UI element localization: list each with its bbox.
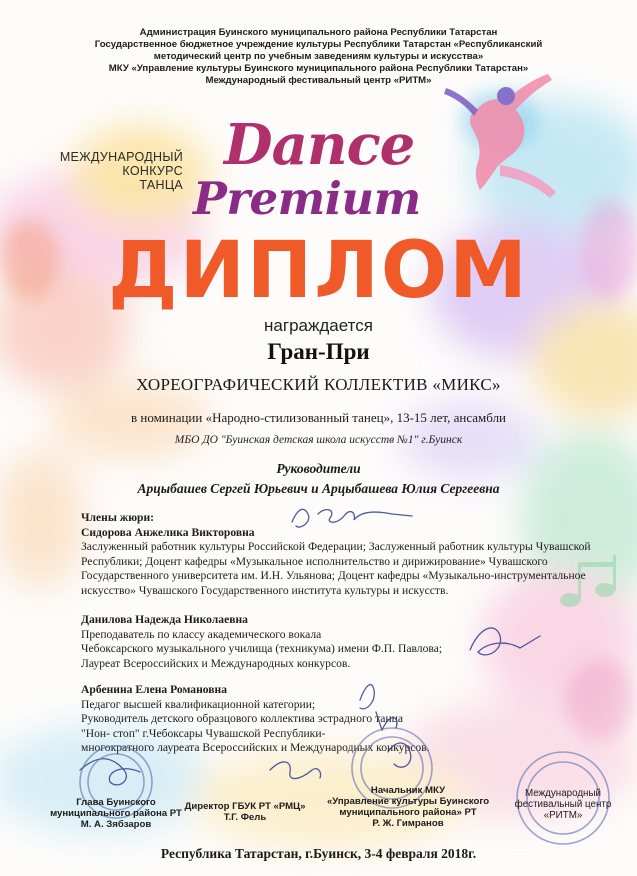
jury-member-line: Заслуженный работник культуры Российской Федерации; Заслуженный работник культуры Чувашской	[81, 540, 591, 554]
logo-dance: Dance	[224, 112, 415, 178]
header-line-3: методический центр по учебным заведениям культуры и искусства»	[153, 51, 484, 62]
leaders-names: Арцыбашев Сергей Юрьевич и Арцыбашева Юлия Сергеевна	[137, 481, 500, 496]
collective-name: ХОРЕОГРАФИЧЕСКИЙ КОЛЛЕКТИВ «МИКС»	[136, 375, 501, 394]
contest-label-line-2: КОНКУРС	[122, 164, 183, 178]
school-name: МБО ДО "Буинская детская школа искусств №1" г.Буинск	[174, 434, 463, 446]
signature-name: М. А. Зябзаров	[80, 819, 152, 830]
signature-name: Р. Ж. Гимранов	[372, 818, 444, 829]
footer-place-date: Республика Татарстан, г.Буинск, 3-4 февраля 2018г.	[160, 846, 477, 861]
award-name: Гран-При	[267, 339, 370, 364]
nomination: в номинации «Народно-стилизованный танец», 13-15 лет, ансамбли	[130, 410, 507, 425]
header-line-4: МКУ «Управление культуры Буинского муниципального района Республики Татарстан»	[108, 63, 529, 74]
header-line-2: Государственное бюджетное учреждение культуры Республики Татарстан «Республиканский	[94, 39, 543, 50]
leaders-label: Руководители	[276, 461, 361, 476]
contest-label-line-3: ТАНЦА	[139, 178, 183, 192]
jury-member-line: Государственного университета им. И.Н. Ульянова; Доцент кафедры «Музыкально-инструментальное	[81, 569, 586, 583]
signature-title: Глава Буинского муниципального района РТ	[50, 797, 182, 819]
header-line-1: Администрация Буинского муниципального района Республики Татарстан	[139, 27, 498, 38]
jury-member-line: многократного лауреата Всероссийских и Международных конкурсов.	[81, 741, 430, 755]
signature-name: Т.Г. Фель	[223, 812, 267, 823]
signature-title: Директор ГБУК РТ «РМЦ»	[184, 801, 306, 812]
signature-block-director	[170, 801, 320, 823]
jury-member-line: Республики; Доцент кафедры «Музыкальное исполнительство и дирижирование» Чувашского	[81, 554, 548, 568]
jury-member-line: искусство» Чувашского Государственного института культуры и искусств.	[81, 583, 449, 597]
jury-label: Члены жюри:	[81, 511, 155, 524]
signature-block-ritm	[500, 788, 626, 821]
logo-premium: Premium	[193, 172, 421, 225]
signature-block-culture-dept	[318, 785, 498, 829]
jury-member-line: Лауреат Всероссийских и Международных конкурсов.	[81, 656, 351, 670]
contest-label-line-1: МЕЖДУНАРОДНЫЙ	[59, 150, 183, 164]
jury-member-line: "Нон- стоп" г.Чебоксары Чувашской Республики-	[81, 726, 326, 740]
header-line-5: Международный фестивальный центр «РИТМ»	[205, 75, 432, 86]
jury-member-name: Арбенина Елена Романовна	[81, 683, 228, 696]
jury-member-line: Руководитель детского образцового коллектива эстрадного танца	[81, 712, 403, 726]
diploma-title: ДИПЛОМ	[108, 226, 529, 316]
signature-title: Международный фестивальный центр «РИТМ»	[514, 788, 612, 821]
jury-member-line: Чебоксарского музыкального училища (техникума) имени Ф.П. Павлова;	[81, 642, 443, 656]
jury-member-name: Сидорова Анжелика Викторовна	[81, 525, 255, 539]
jury-member-name: Данилова Надежда Николаевна	[81, 613, 248, 626]
jury-member-line: Педагог высшей квалификационной категории;	[81, 697, 316, 711]
signature-title: Начальник МКУ «Управление культуры Буинского муниципального района» РТ	[326, 785, 490, 818]
signature-block-head	[46, 797, 186, 830]
awarded-label: награждается	[264, 316, 373, 335]
jury-member-line: Преподаватель по классу академического вокала	[81, 627, 322, 641]
